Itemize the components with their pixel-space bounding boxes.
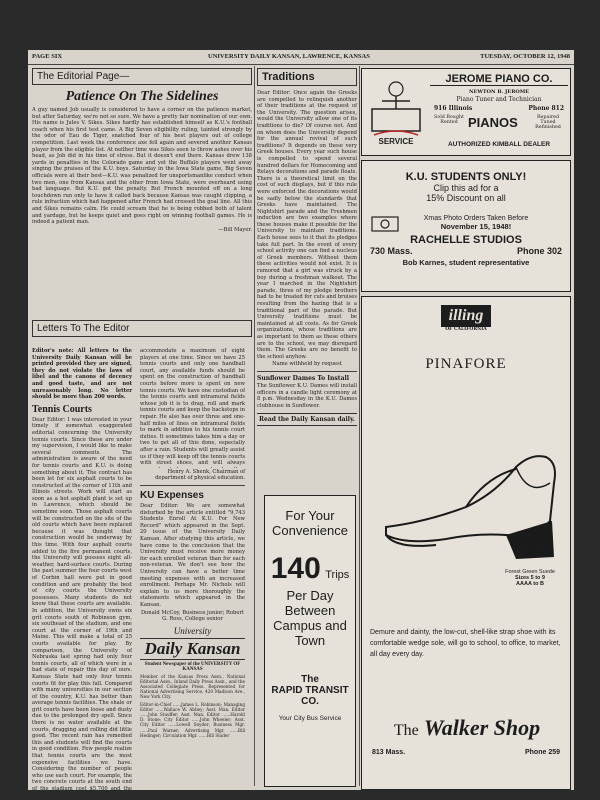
transit-tagline: Your City Bus Service <box>278 715 342 722</box>
rachelle-studios-ad <box>361 160 571 292</box>
letters-column-left <box>32 348 132 790</box>
rachelle-line2: Clip this ad for a <box>433 183 499 193</box>
transit-company: RAPID TRANSIT <box>271 685 349 696</box>
rachelle-studio-name: RACHELLE STUDIOS <box>410 234 522 246</box>
masthead-line1: University <box>173 625 212 636</box>
rachelle-phone: Phone 302 <box>516 246 562 256</box>
tennis-courts-body-cont: accommodate a maximum of eight players at one time. Since we have 25 tennis courts and only one handball court, any available funds should be spent on the construction of handball courts before more is spent on new tennis courts. We have one custodian of the tennis courts and intramural fields whose job it is to drag, roll and mark tennis courts and keep the backstops in repair. He also has over three and one-half miles of lines on intramural fields to mark in addition to his tennis court duties. It sometimes takes him a day or two to get all of this done, especially after a rain. Students will greatly assist us if they will keep off the tennis courts with street shoes, and will always <box>140 348 245 467</box>
ku-expenses-signature: Donald McCoy, Business junior; Robert G. Ross, College senior <box>141 609 244 622</box>
walker-the: The <box>393 722 419 739</box>
divider <box>140 485 245 486</box>
traditions-signature: Name withheld by request <box>272 361 342 368</box>
rapid-transit-ad <box>264 495 356 787</box>
jerome-pianos: PIANOS <box>468 115 518 130</box>
rachelle-rep: Bob Karnes, student representative <box>402 258 530 267</box>
sunflower-title: Sunflower Dames To Install <box>257 375 350 383</box>
editorial-column <box>32 68 252 233</box>
jerome-owner: NEWTON B. JEROME <box>468 89 530 95</box>
editorial-headline: Patience On The Sidelines <box>65 89 219 104</box>
transit-line3: Per Day <box>286 588 334 603</box>
letters-section-title: Letters To The Editor <box>32 320 252 337</box>
camera-icon <box>370 211 400 233</box>
page-header <box>28 50 574 65</box>
paper-name: UNIVERSITY DAILY KANSAN, LAWRENCE, KANSAS <box>208 53 370 60</box>
tennis-courts-title: Tennis Courts <box>32 403 92 415</box>
shoe-price: $8.95 <box>514 545 546 559</box>
illing-logo: illing <box>441 305 492 327</box>
transit-line2: Convenience <box>272 523 348 538</box>
column-rule <box>359 66 360 786</box>
walker-shop-ad <box>361 296 571 790</box>
shoe-price-block <box>490 545 570 587</box>
ads-column <box>361 68 571 790</box>
editorial-signature: —Bill Mayer. <box>218 226 252 233</box>
jerome-piano-ad <box>361 68 571 156</box>
rachelle-address: 730 Mass. <box>370 246 413 256</box>
jerome-dealer: AUTHORIZED KIMBALL DEALER <box>447 141 551 148</box>
rachelle-line4: Xmas Photo Orders Taken Before <box>423 215 529 222</box>
masthead-staff: Editor-in-Chief ......James L. Robinson; Managing Editor ......Wallace W. Abbey; Asst. Man. Editor ......John Stauffer; Asst. Man. Editor ......Harold D. Stone; City Editor ......John Wheeler; Asst. City Editor ......Lowell Snyder; Business Mgr. ......Paul Warner; Advertising Mgr. ......Bill Hedinger; Circulation Mgr. ......Bill Sluder <box>140 701 245 738</box>
ku-expenses-title: KU Expenses <box>140 490 204 501</box>
jerome-services: Repaired Tuned Refinished <box>535 115 561 130</box>
column-rule <box>254 66 255 786</box>
rachelle-headline: K.U. STUDENTS ONLY! <box>405 171 527 183</box>
walker-phone: Phone 259 <box>524 749 560 756</box>
masthead-subtitle: Student Newspaper of the UNIVERSITY OF KANSAS <box>144 661 241 672</box>
shoe-name: PINAFORE <box>425 356 507 372</box>
transit-line4: Between <box>284 603 336 618</box>
newspaper-page <box>28 50 574 790</box>
rachelle-line3: 15% Discount on all <box>426 193 506 203</box>
jerome-name: JEROME PIANO CO. <box>430 73 568 86</box>
jerome-logo-word: SERVICE <box>378 137 414 146</box>
editorial-section-title: The Editorial Page— <box>32 68 252 85</box>
walker-store-name: Walker Shop <box>423 715 541 740</box>
tennis-signature: Henry A. Shenk, Chairman of department of physical education. <box>155 469 245 481</box>
editor-note: Editor's note: All letters to the University Daily Kansan will be printed provided they are signed, they do not violate the laws of libel and the canons of decency and good taste, and are not unreasonably long. No letter should be more than 200 words. <box>32 348 132 401</box>
walker-address: 813 Mass. <box>372 749 406 756</box>
masthead-title: Daily Kansan <box>140 638 245 660</box>
jerome-sold: Sold Bought Rented <box>434 115 464 125</box>
transit-co: CO. <box>301 696 319 707</box>
editorial-body: A guy named Job usually is considered to have a corner on the patience market, but after Saturday, we're not so sure. We have a pretty fair nomination of our own. His name is Jules V. Sikes. Sikes hardly has established himself as K.U.'s football coach when his first test came. A Big Seven eligibility ruling, tainted strongly by the odor of Eau de Tiger, snatched four of his best players out of college competition. Last week the conference axe fell again and severed another Kansas player from the eligible list. At neither time was Sikes seen to throw ashes over his head, as Job did in his time of stress. But it doesn't end there. Kansas drew 138 yards in penalties in the Colorado game and yet the Buffalo players went away singing the praises of the K.U. boys. Saturday in the Iowa State game, Big Seven officials were at their best—K.U. was penalized for unsportsmanlike conduct when two men, one from Kansas and the other from Iowa State, were overheard using bad language. But K.U. got the penalty. But French mounted off on a long touchdown run only to have it called back because Kansas was caught clipping, a rule infraction which had happened after French had crossed the goal line. All this and Sikes remains calm. He could scream that he is being robbed both of talent and yardage, but he keeps quiet and goes right on winning football games. He is indeed a patient man. <box>32 107 252 226</box>
traditions-body: Dear Editor: Once again the Greeks are compelled to relinquish another of their traditions at the request of the University. The question arises, would the University allow one of its traditions to die? Of course not. And on whom does the University depend for the annual revival of such traditions? It depends on these very Greek houses. Every year such house is compelled to spend several hundred dollars for Homecoming and Relays decorations and parade floats. There is a theoretical limit on the cost of such displays, but if this rule were enforced the decorations would be sadly below the standards that Greeks have maintained. The Nightshirt parade and the Freshmen induction are two examples where these houses make it possible for the University to maintain traditions. Each house sees to it that its pledges take full part. In the event of every school activity one can find a nucleus of Greek members. Without them these activities would not exist. It is rumored that a girl was struck by a boy during a freshman walkout. The year I marched in the Nightshirt parade, three of my pledge brothers had to be treated for cuts and bruises resulting from the hazing that is a traditional part of the parade. But University traditions must be maintained at all costs. As for Greek organizations, whose traditions are as important to them as these others are to the school, we may disregard them. The Greeks are no benefit to the school anyhow. <box>257 90 357 360</box>
transit-line5: Campus and <box>273 618 347 633</box>
ku-expenses-body: Dear Editor: We are somewhat disturbed by the article entitled "9,743 Students Enroll At K.U. For New Record" which appeared in the Sept. 20 issue of the University Daily Kansan. After studying this article, we have come to the conclusion that the University must receive more money for each enrolled veteran than for each non-veteran. We don't see how the University can have a better time meeting expenses with an increased enrollment. Perhaps Mr. Nichols will explain to us more thoroughly the statements which appeared in the Kansan. <box>140 503 245 608</box>
masthead-info: Member of the Kansas Press Assn., National Editorial Assn., Inland Daily Press Assn., and the Associated Collegiate Press. Represented for National Advertising Service, 420 Madison Ave., New York City. <box>140 673 245 700</box>
masthead <box>140 626 245 672</box>
transit-trips: Trips <box>325 569 350 581</box>
traditions-title: Traditions <box>257 68 357 86</box>
letters-column-right <box>140 348 245 738</box>
shoe-description: Demure and dainty, the low-cut, shell-like strap shoe with its comfortable wedge sole, will go to school, to office, to market, all day every day. <box>370 629 561 658</box>
page-number: PAGE SIX <box>32 53 63 60</box>
shoe-widths: AAAA to B <box>516 581 544 587</box>
tennis-courts-body: Dear Editor: I was interested in your timely if somewhat exaggerated editorial concerning the University tennis courts. Since these are under my supervision, I would like to make several comments. The administration is aware of the need for tennis courts and K.U. is doing something about it. The contract has been let for six asphalt courts to be constructed at the corner of 11th and Illinois streets. Work will start as soon as a hot asphalt plant is set up in Lawrence, which should be sometime soon. Those asphalt courts will be constructed on the site of the old courts which have been replaced because it was thought that construction would be underway by this time. With four asphalt courts added to the five permanent courts, the University will possess eight all-weather, hard-surface courts. During the past summer the four courts west of Corbin hall were put in good condition and are probably the best of city courts the University possesses. Many students do not know that these courts are available. In addition, the University owns six grit courts south of Robinson gym, six southeast of the stadium, and one court at the corner of 19th and Maine. This will make a total of 25 courts available for play. By comparison, the University of Nebraska last spring had only four tennis courts, all of which were in a bad state of repair this day of ours. Kansas State had only four tennis courts fit for play this fall. Compared with many universities in our section of the country, K.U. has better than average tennis facilities. The shale or grit courts have been loose and dusty due to the prolonged dry spell. Since there is no water available at the courts, dragging and rolling did little good. The recent rain has remedied this and students will find the courts in good condition. Few people realize that tennis courts are the most expensive facilities we have. Considering the number of people who use each court. For example, the two concrete courts at the south end of the stadium cost $5,700 and the <box>32 416 132 790</box>
divider <box>257 371 357 372</box>
letters-section <box>32 320 252 790</box>
jerome-phone: Phone 812 <box>528 105 564 112</box>
walker-shop-logo <box>370 715 564 741</box>
read-kansan-line: Read the Daily Kansan daily. <box>257 413 357 426</box>
transit-number: 140 <box>270 552 321 585</box>
traditions-column <box>257 68 357 426</box>
jerome-address: 916 Illinois <box>434 105 473 112</box>
rachelle-line5: November 15, 1948! <box>440 222 512 231</box>
transit-line1: For Your <box>285 508 335 523</box>
issue-date: TUESDAY, OCTOBER 12, 1948 <box>480 53 570 60</box>
jerome-role: Piano Tuner and Technician <box>456 96 542 103</box>
transit-line6: Town <box>294 633 326 648</box>
shoe-color: Forest Green Suede <box>505 569 555 575</box>
sunflower-body: The Sunflower K.U. Dames will install officers in a candle light ceremony at 8 p.m. Wednesday in the K.U. Dames clubhouse in Sunflower. <box>257 382 357 409</box>
shoe-sizes: Sizes 5 to 9 <box>515 575 545 581</box>
transit-line7: The <box>301 674 319 685</box>
illing-subtitle: OF CALIFORNIA <box>445 327 487 332</box>
